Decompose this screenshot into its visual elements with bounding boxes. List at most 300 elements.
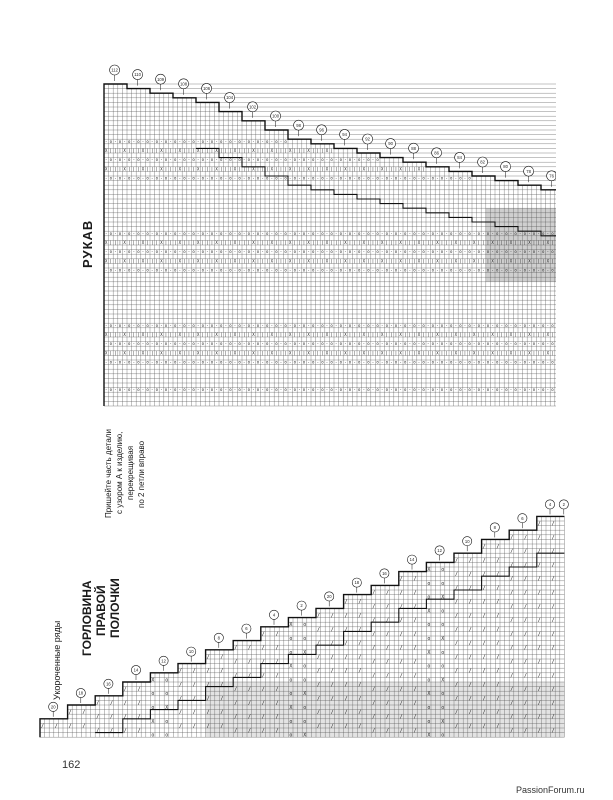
- stitch-symbol: o: [413, 249, 416, 255]
- stitch-symbol: -: [197, 359, 200, 365]
- stitch-symbol: /: [524, 728, 528, 734]
- stitch-symbol: |: [330, 350, 333, 356]
- stitch-symbol: |: [229, 332, 232, 337]
- stitch-symbol: -: [362, 267, 366, 273]
- stitch-symbol: o: [275, 341, 278, 347]
- stitch-symbol: -: [187, 359, 191, 365]
- stitch-symbol: -: [371, 341, 375, 347]
- stitch-symbol: /: [192, 695, 196, 702]
- stitch-symbol: |: [523, 350, 527, 356]
- stitch-symbol: X: [160, 166, 163, 172]
- stitch-symbol: o: [450, 387, 453, 393]
- stitch-symbol: |: [367, 240, 370, 245]
- stitch-symbol: -: [233, 175, 237, 181]
- stitch-symbol: o: [164, 230, 168, 236]
- stitch-symbol: o: [289, 636, 293, 642]
- stitch-symbol: |: [164, 258, 168, 264]
- stitch-symbol: |: [321, 350, 324, 356]
- stitch-symbol: /: [524, 534, 528, 541]
- stitch-symbol: |: [514, 258, 517, 264]
- stitch-symbol: o: [247, 175, 251, 181]
- stitch-symbol: X: [441, 636, 445, 642]
- stitch-symbol: o: [358, 322, 361, 328]
- stitch-symbol: -: [169, 175, 172, 181]
- stitch-symbol: |: [146, 332, 149, 337]
- stitch-symbol: -: [473, 322, 476, 328]
- stitch-symbol: /: [386, 631, 390, 638]
- stitch-symbol: -: [307, 267, 310, 273]
- stitch-symbol: o: [321, 341, 324, 347]
- stitch-symbol: o: [367, 341, 370, 347]
- stitch-symbol: |: [298, 258, 301, 264]
- stitch-symbol: X: [160, 258, 163, 264]
- stitch-symbol: o: [201, 175, 205, 181]
- stitch-symbol: -: [325, 387, 329, 393]
- stitch-symbol: o: [303, 636, 307, 642]
- stitch-symbol: |: [261, 240, 264, 245]
- stitch-symbol: X: [160, 148, 163, 153]
- stitch-symbol: -: [537, 249, 540, 255]
- stitch-symbol: o: [192, 341, 195, 347]
- stitch-symbol: |: [266, 332, 269, 337]
- stitch-symbol: |: [316, 258, 320, 264]
- stitch-symbol: o: [551, 249, 554, 255]
- stitch-symbol: -: [509, 267, 513, 273]
- stitch-symbol: |: [431, 258, 435, 264]
- stitch-symbol: /: [482, 682, 486, 688]
- stitch-symbol: |: [164, 332, 168, 337]
- stitch-symbol: -: [279, 387, 283, 393]
- stitch-symbol: -: [132, 322, 136, 328]
- stitch-symbol: |: [450, 350, 453, 356]
- stitch-symbol: o: [431, 341, 435, 347]
- stitch-symbol: o: [109, 359, 113, 365]
- stitch-symbol: -: [399, 322, 402, 328]
- stitch-symbol: o: [118, 359, 122, 365]
- stitch-symbol: o: [256, 387, 260, 393]
- stitch-symbol: -: [197, 267, 200, 273]
- stitch-symbol: o: [174, 387, 177, 393]
- stitch-symbol: o: [238, 341, 241, 347]
- stitch-symbol: o: [312, 230, 315, 236]
- stitch-symbol: |: [210, 258, 214, 264]
- stitch-symbol: o: [183, 138, 186, 144]
- row-marker-number: 16: [106, 681, 111, 687]
- stitch-symbol: o: [164, 138, 168, 144]
- stitch-symbol: |: [321, 240, 324, 245]
- stitch-symbol: o: [247, 249, 251, 255]
- stitch-symbol: /: [399, 672, 403, 679]
- stitch-symbol: |: [256, 148, 260, 153]
- stitch-symbol: |: [358, 332, 361, 337]
- stitch-symbol: X: [362, 258, 366, 264]
- stitch-symbol: /: [413, 686, 417, 693]
- stitch-symbol: |: [519, 240, 522, 245]
- stitch-symbol: o: [523, 249, 527, 255]
- stitch-symbol: -: [473, 249, 476, 255]
- stitch-symbol: /: [524, 631, 528, 638]
- stitch-symbol: |: [256, 258, 260, 264]
- stitch-symbol: X: [123, 350, 126, 356]
- stitch-symbol: o: [137, 267, 140, 273]
- stitch-symbol: X: [325, 258, 329, 264]
- stitch-symbol: -: [528, 230, 531, 236]
- stitch-symbol: -: [353, 230, 356, 236]
- stitch-symbol: /: [468, 695, 472, 702]
- stitch-symbol: |: [206, 258, 209, 264]
- stitch-symbol: X: [509, 258, 513, 264]
- stitch-symbol: -: [491, 249, 494, 255]
- stitch-symbol: o: [339, 175, 343, 181]
- stitch-symbol: o: [266, 175, 269, 181]
- row-marker-number: 4: [548, 502, 552, 507]
- stitch-symbol: /: [248, 686, 252, 693]
- stitch-symbol: X: [270, 148, 274, 153]
- stitch-symbol: X: [270, 350, 274, 356]
- stitch-symbol: -: [215, 230, 218, 236]
- stitch-symbol: |: [523, 240, 527, 245]
- stitch-symbol: o: [229, 249, 232, 255]
- stitch-symbol: -: [325, 359, 329, 365]
- stitch-symbol: o: [118, 267, 122, 273]
- stitch-symbol: -: [105, 359, 108, 365]
- stitch-symbol: |: [114, 148, 117, 153]
- stitch-symbol: /: [248, 728, 252, 734]
- stitch-symbol: -: [353, 341, 356, 347]
- stitch-symbol: |: [335, 332, 338, 337]
- stitch-symbol: |: [371, 240, 375, 245]
- stitch-symbol: o: [312, 157, 315, 163]
- stitch-symbol: |: [390, 166, 393, 172]
- stitch-symbol: /: [248, 659, 252, 665]
- stitch-symbol: /: [482, 571, 486, 578]
- stitch-symbol: o: [440, 267, 444, 273]
- stitch-symbol: -: [445, 267, 448, 273]
- stitch-symbol: X: [270, 240, 274, 245]
- stitch-symbol: o: [330, 175, 333, 181]
- stitch-symbol: |: [183, 240, 186, 245]
- stitch-symbol: |: [206, 148, 209, 153]
- stitch-symbol: /: [275, 659, 279, 665]
- stitch-symbol: o: [486, 341, 490, 347]
- stitch-symbol: -: [279, 249, 283, 255]
- stitch-symbol: o: [137, 359, 140, 365]
- stitch-symbol: X: [473, 332, 476, 337]
- neckline-title-line-3: ПОЛОЧКИ: [108, 578, 122, 638]
- stitch-symbol: |: [247, 240, 251, 245]
- stitch-symbol: |: [551, 240, 554, 245]
- stitch-symbol: o: [238, 322, 241, 328]
- stitch-symbol: o: [376, 387, 379, 393]
- row-marker-number: 106: [203, 86, 211, 91]
- stitch-symbol: o: [201, 249, 205, 255]
- row-marker-number: 8: [217, 635, 220, 641]
- stitch-symbol: o: [266, 157, 269, 163]
- stitch-symbol: -: [233, 230, 237, 236]
- stitch-symbol: -: [381, 359, 384, 365]
- stitch-symbol: o: [164, 387, 168, 393]
- stitch-symbol: |: [335, 350, 338, 356]
- stitch-symbol: o: [459, 175, 462, 181]
- stitch-symbol: -: [491, 341, 494, 347]
- stitch-symbol: /: [468, 640, 472, 647]
- stitch-symbol: o: [358, 249, 361, 255]
- stitch-symbol: |: [187, 258, 191, 264]
- stitch-symbol: /: [372, 686, 376, 693]
- stitch-symbol: -: [546, 267, 550, 273]
- stitch-symbol: |: [164, 240, 168, 245]
- stitch-symbol: /: [510, 590, 514, 596]
- stitch-symbol: |: [224, 350, 228, 356]
- stitch-symbol: o: [128, 249, 131, 255]
- stitch-symbol: -: [132, 175, 136, 181]
- stitch-symbol: o: [146, 175, 149, 181]
- stitch-symbol: /: [496, 709, 500, 716]
- stitch-symbol: -: [123, 157, 126, 163]
- stitch-symbol: |: [151, 240, 154, 245]
- stitch-symbol: o: [137, 138, 140, 144]
- stitch-symbol: o: [174, 249, 177, 255]
- stitch-symbol: -: [224, 322, 228, 328]
- stitch-symbol: o: [321, 249, 324, 255]
- stitch-symbol: /: [413, 645, 417, 652]
- stitch-symbol: -: [316, 322, 320, 328]
- stitch-symbol: |: [413, 240, 416, 245]
- stitch-symbol: -: [316, 157, 320, 163]
- stitch-symbol: X: [417, 332, 421, 337]
- stitch-symbol: o: [238, 157, 241, 163]
- stitch-symbol: o: [256, 322, 260, 328]
- stitch-symbol: -: [279, 157, 283, 163]
- stitch-symbol: o: [339, 249, 343, 255]
- stitch-symbol: -: [151, 249, 154, 255]
- stitch-symbol: -: [289, 359, 292, 365]
- stitch-symbol: -: [362, 249, 366, 255]
- stitch-symbol: /: [330, 668, 334, 675]
- stitch-symbol: |: [390, 332, 393, 337]
- stitch-symbol: o: [302, 387, 306, 393]
- stitch-symbol: -: [473, 359, 476, 365]
- stitch-symbol: /: [220, 682, 224, 688]
- stitch-symbol: -: [519, 341, 522, 347]
- stitch-symbol: -: [243, 267, 246, 273]
- stitch-symbol: /: [524, 659, 528, 665]
- stitch-symbol: -: [344, 322, 347, 328]
- stitch-symbol: /: [524, 714, 528, 721]
- stitch-symbol: o: [128, 322, 131, 328]
- stitch-symbol: /: [524, 562, 528, 569]
- stitch-symbol: |: [505, 240, 508, 245]
- stitch-symbol: -: [261, 249, 264, 255]
- stitch-symbol: o: [247, 157, 251, 163]
- stitch-symbol: o: [293, 387, 297, 393]
- stitch-symbol: o: [358, 157, 361, 163]
- stitch-symbol: |: [422, 166, 425, 172]
- stitch-symbol: o: [477, 341, 481, 347]
- stitch-symbol: /: [496, 654, 500, 661]
- stitch-symbol: /: [317, 709, 321, 716]
- stitch-symbol: -: [408, 230, 412, 236]
- stitch-symbol: o: [413, 359, 416, 365]
- stitch-symbol: /: [123, 728, 127, 734]
- stitch-symbol: /: [468, 723, 472, 730]
- stitch-symbol: X: [509, 332, 513, 337]
- stitch-symbol: |: [151, 350, 154, 356]
- stitch-symbol: |: [201, 350, 205, 356]
- stitch-symbol: /: [537, 686, 541, 693]
- stitch-symbol: o: [238, 359, 241, 365]
- stitch-symbol: /: [468, 585, 472, 592]
- stitch-symbol: |: [247, 332, 251, 337]
- stitch-symbol: /: [524, 700, 528, 707]
- stitch-symbol: -: [408, 341, 412, 347]
- row-marker-number: 100: [272, 113, 280, 119]
- stitch-symbol: X: [197, 332, 200, 337]
- stitch-symbol: /: [275, 645, 279, 652]
- stitch-symbol: o: [201, 230, 205, 236]
- stitch-symbol: -: [132, 157, 136, 163]
- stitch-symbol: /: [482, 640, 486, 647]
- stitch-symbol: |: [523, 258, 527, 264]
- stitch-symbol: -: [325, 249, 329, 255]
- stitch-symbol: |: [440, 240, 444, 245]
- stitch-symbol: o: [505, 322, 508, 328]
- stitch-symbol: /: [248, 672, 252, 679]
- stitch-symbol: |: [335, 258, 338, 264]
- stitch-symbol: o: [422, 230, 425, 236]
- stitch-symbol: -: [307, 175, 310, 181]
- stitch-symbol: -: [105, 249, 108, 255]
- stitch-symbol: /: [206, 668, 210, 675]
- stitch-symbol: X: [289, 350, 292, 356]
- stitch-symbol: |: [155, 240, 159, 245]
- stitch-symbol: /: [358, 695, 362, 702]
- stitch-symbol: -: [546, 230, 550, 236]
- short-rows-label: Укороченные ряды: [52, 620, 62, 700]
- stitch-symbol: |: [385, 240, 389, 245]
- stitch-symbol: o: [496, 387, 499, 393]
- stitch-symbol: -: [335, 249, 338, 255]
- stitch-symbol: /: [482, 668, 486, 675]
- stitch-symbol: |: [261, 166, 264, 172]
- stitch-symbol: -: [197, 249, 200, 255]
- stitch-symbol: -: [381, 249, 384, 255]
- stitch-symbol: o: [542, 267, 545, 273]
- stitch-symbol: -: [114, 322, 117, 328]
- stitch-symbol: /: [537, 576, 541, 583]
- stitch-symbol: X: [289, 166, 292, 172]
- stitch-symbol: /: [524, 548, 528, 555]
- stitch-symbol: X: [215, 166, 218, 172]
- row-marker-number: 90: [388, 141, 393, 147]
- stitch-symbol: o: [440, 175, 444, 181]
- stitch-symbol: o: [302, 175, 306, 181]
- stitch-symbol: /: [137, 728, 141, 734]
- stitch-symbol: o: [468, 341, 471, 347]
- stitch-symbol: o: [330, 359, 333, 365]
- stitch-symbol: -: [362, 175, 366, 181]
- stitch-symbol: /: [455, 557, 459, 564]
- stitch-symbol: |: [348, 332, 352, 337]
- stitch-symbol: X: [307, 258, 310, 264]
- stitch-symbol: /: [551, 617, 555, 624]
- stitch-symbol: |: [155, 148, 159, 153]
- row-marker-number: 102: [249, 104, 257, 110]
- stitch-symbol: |: [114, 166, 117, 172]
- stitch-symbol: /: [330, 723, 334, 730]
- stitch-symbol: |: [243, 148, 246, 153]
- stitch-symbol: X: [362, 166, 366, 172]
- stitch-symbol: |: [238, 350, 241, 356]
- stitch-symbol: |: [109, 332, 113, 337]
- row-marker-number: 92: [365, 136, 370, 142]
- stitch-symbol: /: [220, 723, 224, 730]
- stitch-symbol: -: [500, 387, 504, 393]
- stitch-symbol: o: [164, 341, 168, 347]
- stitch-symbol: -: [482, 322, 485, 328]
- stitch-symbol: -: [519, 322, 522, 328]
- row-marker-number: 76: [549, 173, 554, 179]
- stitch-symbol: /: [455, 571, 459, 578]
- stitch-symbol: X: [473, 258, 476, 264]
- stitch-symbol: |: [109, 258, 113, 264]
- stitch-symbol: |: [192, 332, 195, 337]
- stitch-symbol: X: [399, 240, 402, 245]
- row-marker-number: 84: [457, 155, 462, 160]
- stitch-symbol: /: [537, 700, 541, 707]
- stitch-symbol: /: [496, 682, 500, 688]
- stitch-symbol: |: [394, 332, 398, 337]
- stitch-symbol: |: [312, 166, 315, 172]
- stitch-symbol: -: [252, 341, 255, 347]
- stitch-symbol: |: [137, 148, 140, 153]
- stitch-symbol: |: [404, 332, 407, 337]
- stitch-symbol: -: [371, 387, 375, 393]
- stitch-symbol: -: [509, 341, 513, 347]
- stitch-symbol: -: [436, 359, 439, 365]
- stitch-symbol: o: [312, 387, 315, 393]
- row-marker-number: 88: [411, 145, 416, 151]
- stitch-symbol: |: [316, 148, 320, 153]
- stitch-symbol: |: [316, 240, 320, 245]
- stitch-symbol: /: [496, 557, 500, 564]
- stitch-symbol: |: [302, 148, 306, 153]
- stitch-symbol: -: [261, 322, 264, 328]
- stitch-symbol: /: [455, 626, 459, 633]
- stitch-symbol: o: [532, 230, 536, 236]
- stitch-symbol: -: [298, 230, 301, 236]
- stitch-symbol: -: [123, 249, 126, 255]
- stitch-symbol: -: [399, 249, 402, 255]
- stitch-symbol: /: [413, 631, 417, 638]
- stitch-symbol: |: [169, 258, 172, 264]
- stitch-symbol: -: [445, 249, 448, 255]
- stitch-symbol: o: [192, 387, 195, 393]
- stitch-symbol: o: [468, 230, 471, 236]
- row-marker-number: 94: [342, 132, 347, 137]
- stitch-symbol: |: [482, 258, 485, 264]
- stitch-symbol: -: [289, 249, 292, 255]
- stitch-symbol: /: [317, 613, 321, 619]
- stitch-symbol: /: [399, 645, 403, 652]
- stitch-symbol: -: [233, 359, 237, 365]
- stitch-symbol: -: [160, 359, 163, 365]
- stitch-symbol: |: [505, 258, 508, 264]
- stitch-symbol: |: [312, 258, 315, 264]
- stitch-symbol: |: [118, 240, 122, 245]
- stitch-symbol: o: [440, 341, 444, 347]
- stitch-symbol: |: [155, 332, 159, 337]
